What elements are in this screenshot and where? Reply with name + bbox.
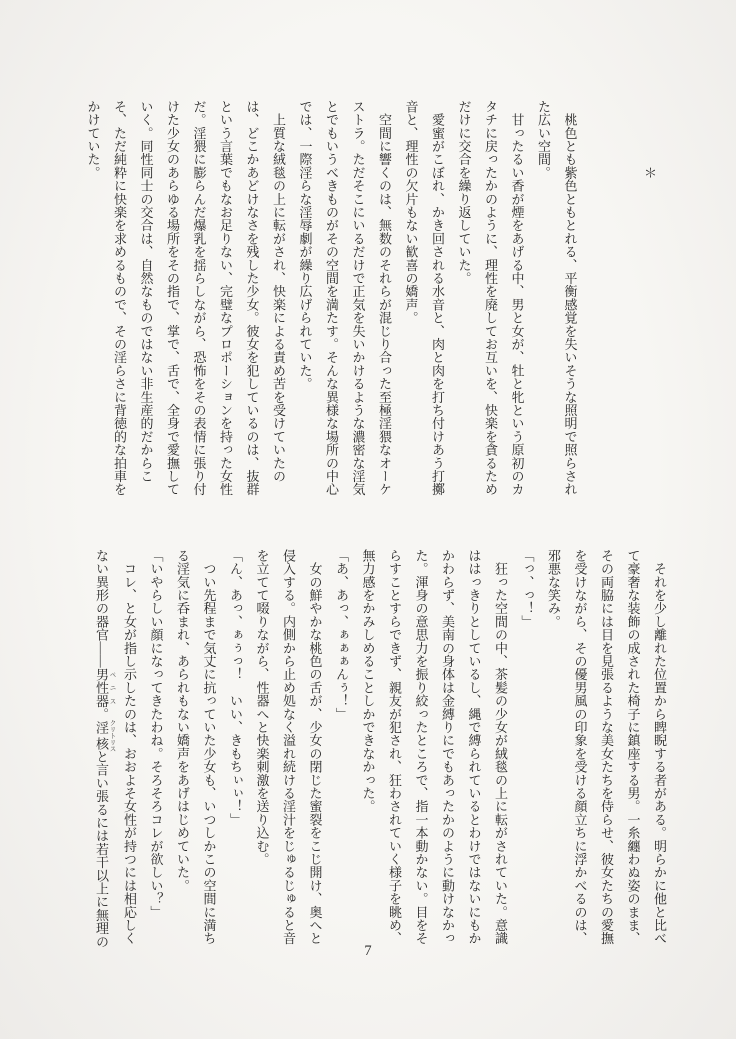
text-column: 「いやらしい顔になってきたわね。そろそろコレが欲しい？」	[148, 549, 164, 919]
text-column: た。渾身の意思力を振り絞ったところで、指一本動かない。目をそ	[413, 549, 429, 945]
text-column: を立てて啜りながら、性器へと快楽刺激を送り込む。	[254, 549, 270, 866]
text-column: だ。淫猥に膨らんだ爆乳を揺らしながら、恐怖をその表情に張り付	[191, 100, 207, 496]
text-column: その両脇には目を見張るような美女たちを侍らせ、彼女たちの愛撫	[599, 549, 614, 945]
text-column: かけていた。	[85, 100, 101, 180]
text-column: ない異形の器官――男性器 ペニス。淫核 クリトリスと言い張るには若干以上に無理の	[94, 549, 116, 949]
text-column: 女の鮮やかな桃色の舌が、少女の閉じた蜜裂をこじ開け、奥へと	[307, 549, 323, 945]
text-column	[609, 100, 636, 498]
text-column: て豪奢な装飾の成された椅子に鎮座する男。一糸纏わぬ姿のまま、	[625, 549, 641, 945]
text-block-top	[79, 100, 662, 498]
text-column: 甘ったるい香が煙をあげる中、男と女が、牡と牝という原初のカ	[509, 100, 525, 496]
text-column: る淫気に呑まれ、あられもない嬌声をあげはじめていた。	[175, 549, 190, 893]
text-column: 無力感をかみしめることしかできなかった。	[360, 549, 376, 813]
text-column: は、どこかあどけなさを残した少女。彼女を犯しているのは、抜群	[244, 100, 260, 496]
text-column: 音と、理性の欠片もない歓喜の嬌声。	[403, 100, 419, 325]
text-column: とでもいうべきものがその空間を満たす。そんな異様な場所の中心	[324, 100, 339, 496]
text-column: らすことすらできず、親友が犯され、狂わされていく様子を眺め、	[387, 549, 402, 945]
text-column: けた少女のあらゆる場所をその指で、掌で、舌で、全身で愛撫して	[165, 100, 180, 496]
text-column: いく。同性同士の交合は、自然なものではない非生産的だからこ	[138, 100, 154, 483]
text-column: た広い空間。	[536, 100, 551, 180]
text-column: だけに交合を繰り返していた。	[456, 100, 472, 285]
text-column: 上質な絨毯の上に転がされ、快楽による責め苦を受けていたの	[271, 100, 286, 483]
text-column	[583, 100, 610, 498]
text-column: では、一際淫らな淫辱劇が繰り広げられていた。	[297, 100, 313, 391]
page-number: 7	[364, 943, 372, 959]
text-column: 桃色とも紫色ともとれる、平衡感覚を失いそうな照明で照らされ	[562, 100, 578, 496]
text-column: ははっきりとしているし、縄で縛られているとわけではないにもか	[466, 549, 482, 945]
text-column: 侵入する。内側から止め処なく溢れ続ける淫汁をじゅるじゅると音	[281, 549, 296, 945]
text-column: それを少し離れた位置から睥睨する者がある。明らかに他と比べ	[652, 549, 667, 945]
text-column: 邪悪な笑み。	[546, 549, 561, 629]
text-column: ＊	[642, 100, 657, 180]
text-column: 狂った空間の中、茶髪の少女が絨毯の上に転がされていた。意識	[493, 549, 508, 945]
text-column: を受けながら、その優男風の印象を受ける顔立ちに浮かべるのは、	[572, 549, 588, 945]
text-column: という言葉でもなお足りない、完璧なプロポーションを持った女性	[218, 100, 233, 496]
text-column: タチに戻ったかのように、理性を廃してお互いを、快楽を貪るため	[483, 100, 498, 496]
text-column: つい先程まで気丈に抗っていた少女も、いつしかこの空間に満ち	[201, 549, 217, 945]
text-column: コレ、と女が指し示したのは、おおよそ女性が持つには相応しく	[122, 549, 137, 945]
ruby-annotated-word: 淫核 クリトリス	[94, 719, 116, 752]
text-column: 愛蜜がこぼれ、かき回される水音と、肉と肉を打ち付けあう打擲	[430, 100, 445, 496]
text-column: 「ん、あっ、ぁぅっ！ いい、きもちぃぃ！」	[228, 549, 243, 827]
text-column: かわらず、美南の身体は金縛りにでもあったかのように動けなかっ	[440, 549, 455, 945]
ruby-annotated-word: 男性器 ペニス	[94, 667, 116, 708]
text-column: ストラ。ただそこにいるだけで正気を失いかけるような濃密な淫気	[350, 100, 366, 496]
text-column: 「っ、っ！」	[519, 549, 535, 629]
text-column: 「あ、あっ、ぁぁぁんぅ！」	[334, 549, 349, 721]
text-column: そ、ただ純粋に快楽を求めるもので、その淫らさに背徳的な拍車を	[112, 100, 127, 496]
text-block-bottom	[88, 549, 673, 947]
text-column: 空間に響くのは、無数のそれらが混じり合った至極淫猥なオーケ	[377, 100, 392, 496]
